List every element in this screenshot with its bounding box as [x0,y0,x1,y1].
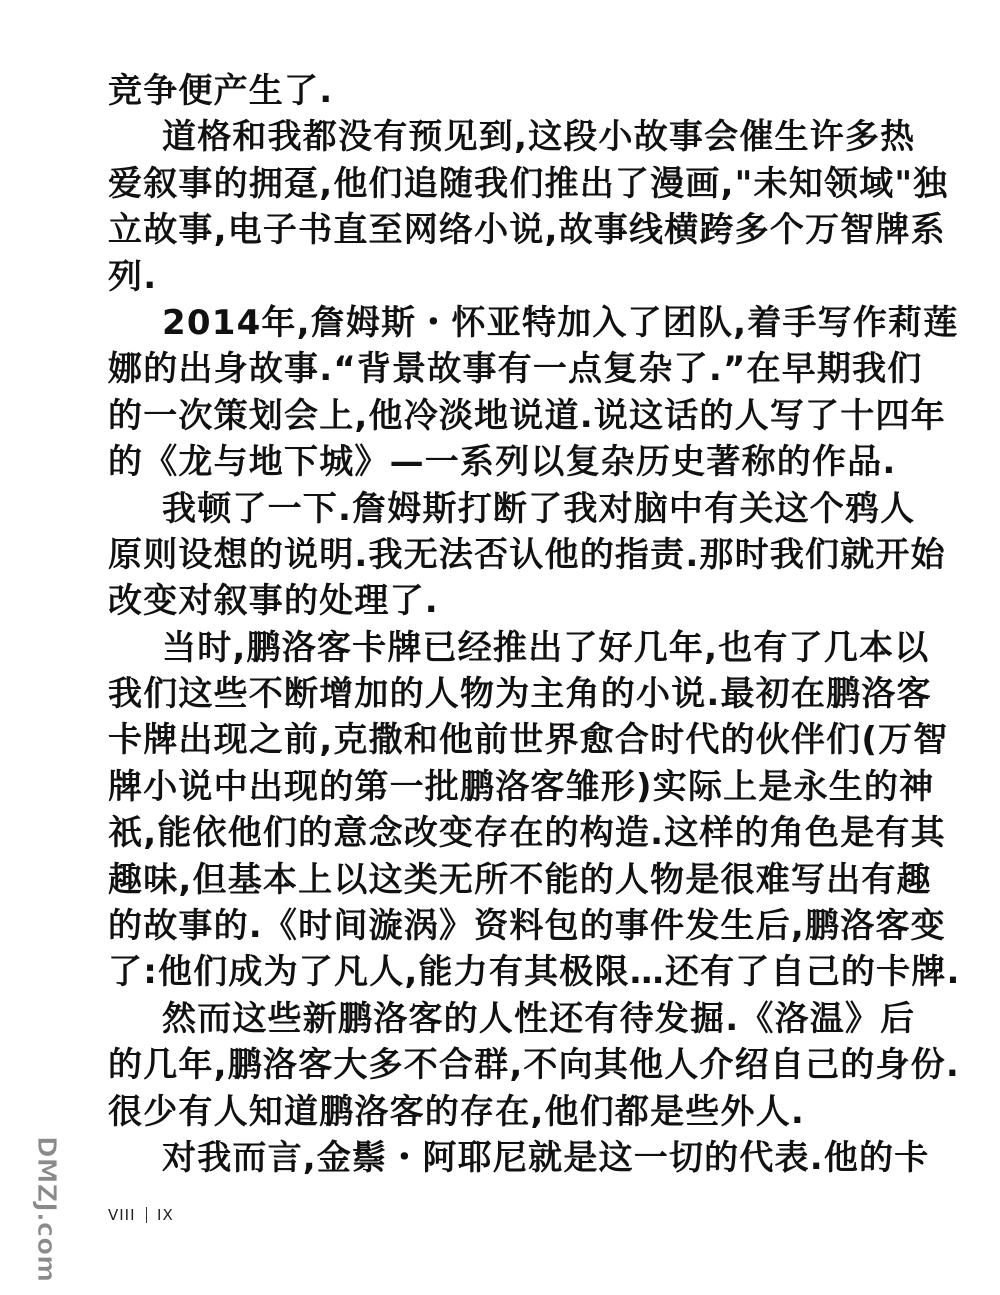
text-line: 道格和我都没有预见到,这段小故事会催生许多热 [162,117,916,158]
text-line: 然而这些新鹏洛客的人性还有待发掘.《洛温》后 [162,998,916,1039]
text-line: 原则设想的说明.我无法否认他的指责.那时我们就开始 [108,534,946,575]
body-text [108,68,961,1181]
text-line: 竞争便产生了. [108,71,334,111]
text-line: 牌小说中出现的第一批鹏洛客雏形)实际上是永生的神 [108,766,935,807]
text-line: 了:他们成为了凡人,能力有其极限…还有了自己的卡牌. [108,952,961,993]
text-line: 的故事的.《时间漩涡》资料包的事件发生后,鹏洛客变 [108,906,946,947]
text-line: 的一次策划会上,他冷淡地说道.说这话的人写了十四年 [108,395,946,436]
text-line: 列. [108,256,158,297]
text-line: 改变对叙事的处理了. [108,581,439,622]
text-line: 卡牌出现之前,克撒和他前世界愈合时代的伙伴们(万智 [108,720,949,761]
text-line: 娜的出身故事.“背景故事有一点复杂了.”在早期我们 [108,349,923,390]
text-line: 当时,鹏洛客卡牌已经推出了好几年,也有了几本以 [162,627,930,668]
text-line: 对我而言,金鬃・阿耶尼就是这一切的代表.他的卡 [162,1137,930,1178]
left-page-number: VIII [108,1206,136,1224]
text-line: 2014年,詹姆斯・怀亚特加入了团队,着手写作莉莲 [162,302,959,343]
watermark-logo [8,1130,61,1290]
text-line: 祇,能依他们的意念改变存在的构造.这样的角色是有其 [108,813,946,854]
text-line: 的《龙与地下城》—一系列以复杂历史著称的作品. [108,442,897,483]
right-page-number: IX [157,1206,174,1224]
watermark-text: DMZJ.com [31,1136,61,1283]
text-line: 我顿了一下.詹姆斯打断了我对脑中有关这个鸦人 [162,488,916,529]
page-numbers [108,1206,174,1224]
text-line: 爱叙事的拥趸,他们追随我们推出了漫画,"未知领域"独 [108,163,949,204]
text-line: 很少有人知道鹏洛客的存在,他们都是些外人. [108,1091,806,1132]
text-line: 立故事,电子书直至网络小说,故事线横跨多个万智牌系 [108,210,946,251]
page-number-divider [146,1207,148,1223]
text-line: 趣味,但基本上以这类无所不能的人物是很难写出有趣 [108,859,932,900]
text-line: 的几年,鹏洛客大多不合群,不向其他人介绍自己的身份. [108,1045,960,1086]
text-line: 我们这些不断增加的人物为主角的小说.最初在鹏洛客 [108,674,932,715]
